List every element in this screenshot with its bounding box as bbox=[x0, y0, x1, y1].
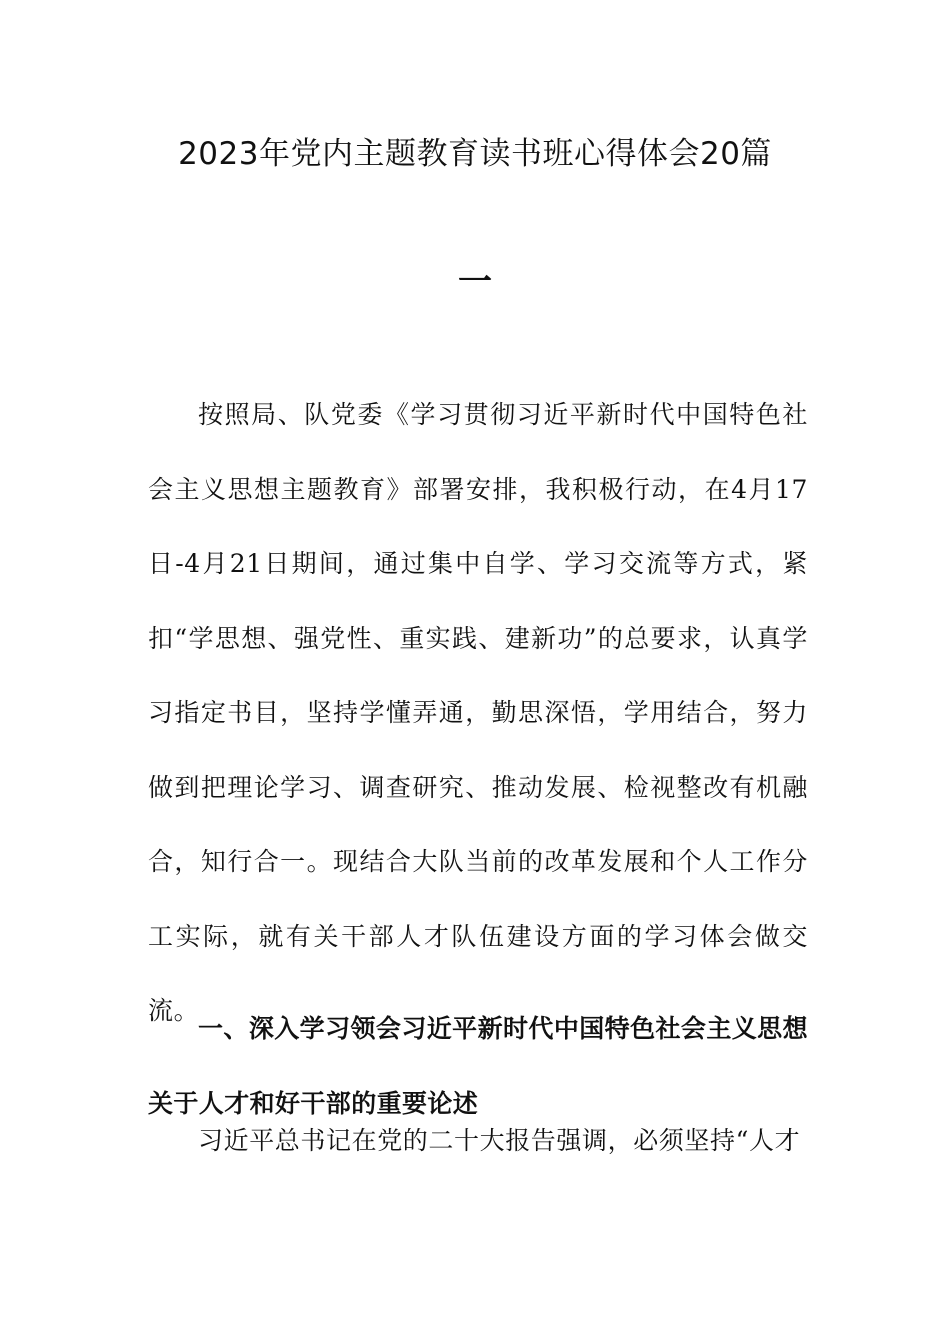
body-paragraph: 习近平总书记在党的二十大报告强调，必须坚持“人才 bbox=[198, 1126, 801, 1155]
body-paragraph: 按照局、队党委《学习贯彻习近平新时代中国特色社会主义思想主题教育》部署安排，我积极行动，在4月17日-4月21日期间，通过集中自学、学习交流等方式，紧扣“学思想、强党性、重实践、建新功”的总要求，认真学习指定书目，坚持学懂弄通，勤思深悟，学用结合，努力做到把理论学习、调查研究、推动发展、检视整改有机融合，知行合一。现结合大队当前的改革发展和个人工作分工实际，就有关干部人才队伍建设方面的学习体会做交流。 bbox=[148, 400, 808, 1025]
section-number: 一 bbox=[458, 262, 492, 302]
document-title: 2023年党内主题教育读书班心得体会20篇 bbox=[178, 136, 772, 172]
section-heading: 一、深入学习领会习近平新时代中国特色社会主义思想关于人才和好干部的重要论述 bbox=[148, 1014, 808, 1118]
